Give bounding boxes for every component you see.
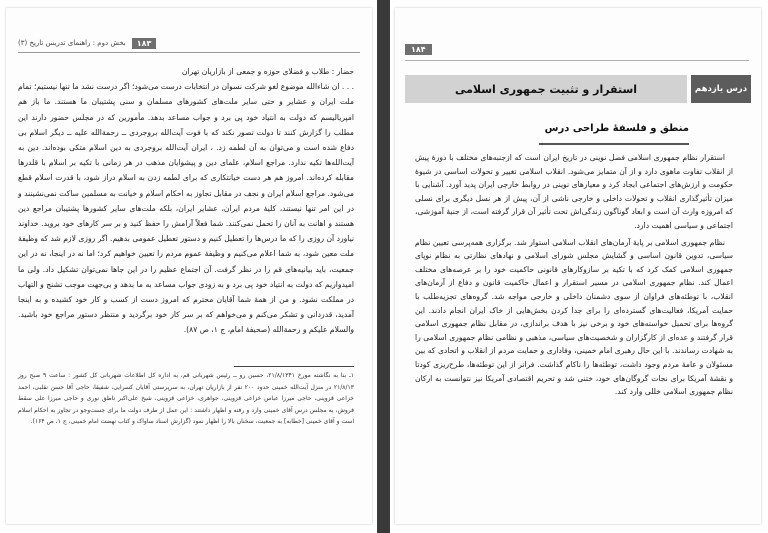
right-page: [395, 8, 761, 524]
lesson-banner: [405, 75, 751, 103]
body-paragraph: استقرار نظام جمهوری اسلامی فصل نوینی در تاریخ ایران است که ازجنبه‌های مختلف با دورهٔ پیش از انقلاب تفاوت ماهوی دارد و از آن متمایز می‌شود. انقلاب اسلامی تغییر و تحولات اساسی در شیوهٔ حکومت و ارزش‌های اجتماعی ایجاد کرد و معیارهای نوینی در روابط خارجی ایران پدید آورد. آشنایی با میزان تأثیرگذاری انقلاب و تحولات داخلی و خارجی ناشی از آن، پیش از هر نسل دیگری برای نسلی که امروزه وارث آن است و ابعاد گوناگون زندگی‌اش تحت تأثیر آن قرار گرفته است، از جنبهٔ آموزشی، اجتماعی و سیاسی اهمیت دارد.: [415, 153, 733, 230]
lesson-number-tag: درس یازدهم: [691, 75, 751, 103]
header-rule: [18, 52, 360, 53]
section-underline: [539, 143, 689, 145]
left-page-body: [18, 64, 354, 338]
footnote-divider: [234, 366, 354, 367]
page-number: ۱۸۴: [405, 44, 432, 55]
footnotes: [18, 370, 354, 428]
body-paragraph: نظام جمهوری اسلامی بر پایهٔ آرمان‌های انقلاب اسلامی استوار شد. برگزاری همه‌پرسی تعیین نظام سیاسی، تدوین قانون اساسی و گشایش مجلس شورای اسلامی و نهادهای نظارتی به نظام نوپای جمهوری اسلامی کمک کرد که با تکیه بر سازوکارهای قانونی حاکمیت خود را بر عرصه‌های مختلف اعمال کند. نظام جمهوری اسلامی در مسیر استقرار و اعمال حاکمیت قانون و دفاع از آرمان‌های انقلاب، با توطئه‌های فراوان از سوی دشمنان داخلی و خارجی مواجه شد. گروه‌های تجزیه‌طلب با حمایت آمریکا، فعالیت‌های گسترده‌ای را برای جدا کردن بخش‌هایی از خاک ایران انجام دادند. این گروه‌ها برای تحمیل خواسته‌های خود و برخی نیز با هدف براندازی، در مقابل نظام جمهوری اسلامی قرار گرفتند و عده‌ای از کارگزاران و شخصیت‌های سیاسی، مذهبی و نظامی نظام جمهوری اسلامی را به شهادت رساندند. با این حال رهبری امام خمینی، وفاداری و حمایت مردم از انقلاب و اتحادی که بین مسئولان و عامهٔ مردم وجود داشت، توطئه‌ها را ناکام گذاشت. فراتر از این توطئه‌ها، طرح‌ریزی کودتا و نقشهٔ آمریکا برای نجات گروگان‌های خود، ختنی شد و تحریم اقتصادی آمریکا نیز نتوانست به ارکان نظام جمهوری اسلامی خللی وارد کند.: [415, 237, 733, 397]
right-page-body: [415, 151, 733, 402]
left-page-header: [18, 35, 360, 51]
footnote: ۱ـ بنا به نگاشته مورخ ۲۱/۸/۱۳۴۱، حسین رو ــ رئیس شهربانی قم، به اداره کل اطلاعات شهربانی کل کشور : ساعت ۹ صبح روز ۲۱/۸/۱۳ در منزل آیت‌الله خمینی حدود ۲۰۰ نفر از بازاریان تهران، به سرپرستی آقایان کسرایی، شفیقا، حاجی آقا حسن نقلبی، احمد خزاعی قزوینی، حاجی میرزا عباس خزاعی قزوینی، جواهری، خزاعی قزوینی، شیخ علی‌اکبر ناطق نوری و حاجی میرزا علی سقط فروش، به مجلس درس آقای خمینی وارد و رفته و اظهار داشتند : این عمل از طرف دولت ما برای جست‌وجو در تجاوز به احکام اسلام است و آقای خمینی [خطابه] به جمعیت، سخنان بالا را اظهار نمود (گزارش اسناد ساواک و کتاب نهضت امام خمینی، ج ۱، ص ۱۶۴).: [18, 372, 354, 425]
running-header-title: بخش دوم : راهنمای تدریس تاریخ (۳): [18, 39, 126, 47]
header-rule: [405, 60, 749, 61]
speech-text: . . . ان شاءالله موضوع لغو شرکت نسوان در انتخابات درست می‌شود؛ اگر درست نشد ما تنها نیستیم؛ تمام ملت ایران و عشایر و حتی سایر ملت‌های کشورهای مسلمان و سنی پشتیبان ما هستند. ما باز هم امپریالیسم که دولت به انتیاد خود پی برد و جواب مساعد بدهد. مأمورین که در مجلس حضور دارند این مطلب را گزارش کنند تا دولت تصور نکند که با فوت آیت‌الله بروجردی ــ رحمةالله علیه ــ دیگر اسلام بی دفاع شده است و می‌توان به آن لطمه زد. ، ایران آیت‌الله بروجردی به دین اسلام متکی بوده‌اند. دین به آیت‌الله‌ها تکیه ندارد. مراجع اسلام، علمای دین و پیشوایان مذهب در هر زمانی با تکیه بر اسلام با قلدرها مقابله کرده‌اند. امروز هم هر دست خیانتکاری که برای لطمه زدن به اسلام دراز شود، با قدرت اسلام قطع می‌شود. مراجع اسلام ایران و نجف در مقابل تجاوز به احکام اسلام و خیانت به مسلمین ساکت نمی‌نشینند و در این امر تنها نیستند، کلیهٔ مردم ایران، عشایر ایران، بلکه ملت‌های سایر کشورها پشتیبان مراجع دین هستند و اهانت به آنان را تحمل نمی‌کنند. شما فعلاً آرامش را حفظ کنید و بر سر کارهای خود بروید. خداوند نیاورد آن روزی را که ما درس‌ها را تعطیل کنیم و دستور تعطیل عمومی بدهیم. اگر روزی لازم شد که وظیفهٔ ملت معین شود، به شما اعلام می‌کنیم و وظیفهٔ عموم مردم را تعیین خواهیم کرد؛ اما نه در اینجا، نه در این جمعیت، باید بیانیه‌های قم را در نظر گرفت. آن اجتماع عظیم را در این جاها نمی‌توان تشکیل داد. ولی ما امیدواریم که دولت به انتیاد خود پی برد و به زودی جواب مساعد به ما بدهد و بی‌جهت موجب تشنج و التهاب در مملکت نشود. و من از همهٔ شما آقایان محترم که امروز دست از کسب و کار خود کشیده و به اینجا آمدید، قدردانی و تشکر می‌کنم و می‌خواهم که بر سر کار خود برگردید و منتظر دستور مراجع خود باشید. والسلام علیکم و رحمة‌الله (صحیفهٔ امام، ج ۱، ص ۸۷).: [18, 82, 354, 335]
lesson-title: استقرار و تثبیت جمهوری اسلامی: [405, 75, 687, 103]
page-number: ۱۸۳: [132, 38, 157, 49]
section-heading: منطق و فلسفهٔ طراحی درس: [544, 123, 689, 134]
left-page: [6, 8, 372, 524]
speech-audience-line: حضار : طلاب و فضلای حوزه و جمعی از بازاریان تهران: [181, 67, 354, 76]
book-spine: [377, 0, 390, 533]
